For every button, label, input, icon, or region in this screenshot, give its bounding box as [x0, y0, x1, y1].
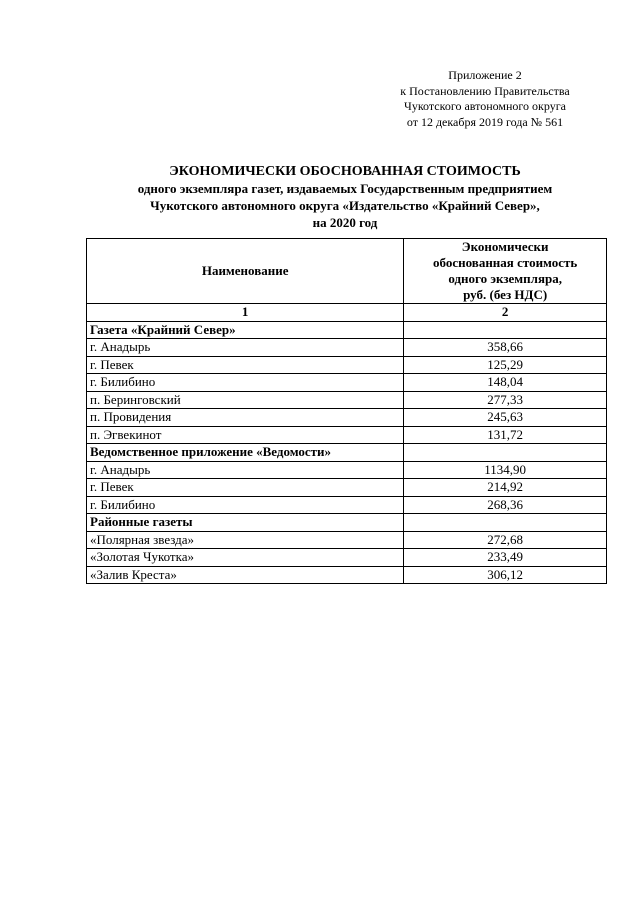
table-header-row — [87, 239, 607, 304]
row-value: 233,49 — [404, 549, 607, 567]
row-name: п. Провидения — [87, 409, 404, 427]
header-price — [404, 239, 607, 304]
section-title: Газета «Крайний Север» — [87, 321, 404, 339]
header-name: Наименование — [87, 239, 404, 304]
title-line: ЭКОНОМИЧЕСКИ ОБОСНОВАННАЯ СТОИМОСТЬ — [169, 164, 521, 179]
header-price-line: обоснованная стоимость — [433, 255, 578, 270]
row-name: г. Певек — [87, 356, 404, 374]
row-value: 1134,90 — [404, 461, 607, 479]
row-value: 358,66 — [404, 339, 607, 357]
table-row — [87, 409, 607, 427]
title-line: Чукотского автономного округа «Издательство «Крайний Север», — [150, 198, 540, 213]
column-number-row — [87, 304, 607, 322]
row-name: п. Беринговский — [87, 391, 404, 409]
table-row — [87, 339, 607, 357]
section-row — [87, 444, 607, 462]
table-row — [87, 374, 607, 392]
section-title: Районные газеты — [87, 514, 404, 532]
row-name: «Полярная звезда» — [87, 531, 404, 549]
title-line: одного экземпляра газет, издаваемых Государственным предприятием — [137, 181, 553, 196]
section-empty-cell — [404, 444, 607, 462]
row-name: г. Анадырь — [87, 339, 404, 357]
row-value: 306,12 — [404, 566, 607, 584]
row-value: 277,33 — [404, 391, 607, 409]
row-value: 125,29 — [404, 356, 607, 374]
table-row — [87, 549, 607, 567]
row-name: «Залив Креста» — [87, 566, 404, 584]
table-row — [87, 461, 607, 479]
row-name: п. Эгвекинот — [87, 426, 404, 444]
appendix-line: Чукотского автономного округа — [404, 99, 566, 113]
table-row — [87, 391, 607, 409]
section-row — [87, 514, 607, 532]
table-row — [87, 531, 607, 549]
row-value: 214,92 — [404, 479, 607, 497]
row-name: г. Певек — [87, 479, 404, 497]
appendix-line: Приложение 2 — [448, 68, 522, 82]
column-number: 1 — [87, 304, 404, 322]
header-price-line: руб. (без НДС) — [463, 287, 548, 302]
table-row — [87, 356, 607, 374]
header-price-line: одного экземпляра, — [448, 271, 562, 286]
appendix-header — [380, 68, 590, 130]
appendix-line: от 12 декабря 2019 года № 561 — [406, 114, 564, 129]
table-row — [87, 479, 607, 497]
section-title: Ведомственное приложение «Ведомости» — [87, 444, 404, 462]
row-value: 131,72 — [404, 426, 607, 444]
row-name: г. Анадырь — [87, 461, 404, 479]
row-name: г. Билибино — [87, 374, 404, 392]
table-row — [87, 496, 607, 514]
row-name: г. Билибино — [87, 496, 404, 514]
row-value: 148,04 — [404, 374, 607, 392]
section-empty-cell — [404, 514, 607, 532]
title-line: на 2020 год — [312, 215, 378, 230]
section-empty-cell — [404, 321, 607, 339]
row-name: «Золотая Чукотка» — [87, 549, 404, 567]
row-value: 272,68 — [404, 531, 607, 549]
row-value: 245,63 — [404, 409, 607, 427]
section-row — [87, 321, 607, 339]
table-row — [87, 566, 607, 584]
row-value: 268,36 — [404, 496, 607, 514]
price-table — [86, 238, 607, 584]
document-title — [80, 163, 610, 231]
column-number: 2 — [404, 304, 607, 322]
table-row — [87, 426, 607, 444]
appendix-line: к Постановлению Правительства — [400, 83, 570, 98]
header-price-line: Экономически — [461, 239, 549, 254]
